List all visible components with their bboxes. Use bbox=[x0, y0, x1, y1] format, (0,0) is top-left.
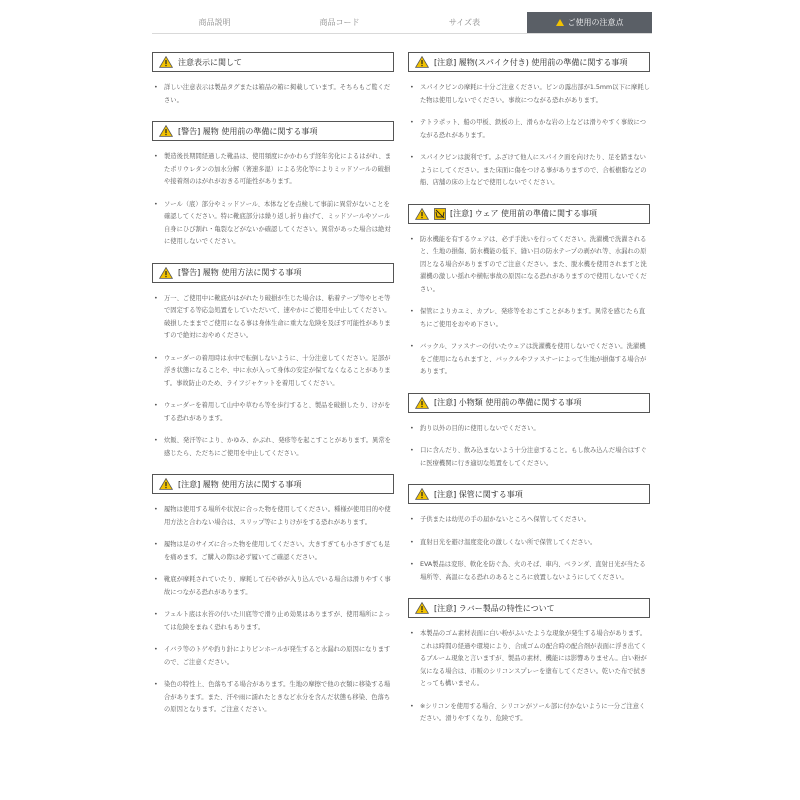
section-heading bbox=[152, 52, 394, 72]
section-title: [注意] ラバー製品の特性について bbox=[434, 603, 555, 613]
list-item: • スパイクピンの摩耗に十分ご注意ください。ピンの露出部が1.5mm以下に摩耗した物は使用しないでください。事故につながる恐れがあります。 bbox=[408, 82, 650, 107]
right-section bbox=[408, 52, 650, 190]
list-item: • 子供または幼児の手の届かないところへ保管してください。 bbox=[408, 514, 650, 527]
warning-icon bbox=[415, 602, 429, 614]
list-item: • 本製品のゴム素材表面に白い粉がふいたような現象が発生する場合があります。これは時間の経過や環境により、合成ゴムの配合時の配合剤が表面に浮き出てくるブルーム現象と言いますが、製品の素材、機能には影響ありません。白い粉が気になる場合は、市販のシリコンスプレーを塗布してください。乾いた布で拭きとっても構いません。 bbox=[408, 628, 650, 691]
list-item: • 染色の特性上、色落ちする場合があります。生地の摩擦で他の衣類に移染する場合があります。また、汗や雨に濡れたときなど水分を含んだ状態も移染、色落ちの原因となります。ご注意ください。 bbox=[152, 679, 394, 717]
list-item: • スパイクピンは鋭利です。ふざけて他人にスパイク面を向けたり、足を踏まないようにしてください。また床面に傷をつける事がありますので、合板樹脂などの船、店舗の床の上などで使用しないでください。 bbox=[408, 152, 650, 190]
list-item: • フェルト底は水苔の付いた川底等で滑り止め効果はありますが、使用場所によっては危険をまねく恐れもあります。 bbox=[152, 609, 394, 634]
list-item: • ウェーダーを着用して山中や草むら等を歩行すると、製品を破損したり、けがをする恐れがあります。 bbox=[152, 400, 394, 425]
notice-list bbox=[152, 504, 394, 717]
notice-list bbox=[408, 234, 650, 379]
section-title: [注意] ウェア 使用前の準備に関する事項 bbox=[450, 209, 598, 218]
left-column bbox=[152, 52, 394, 731]
notice-list bbox=[152, 151, 394, 249]
notice-list bbox=[408, 628, 650, 726]
list-item: • 万一、ご使用中に靴底がはがれたり破損が生じた場合は、粘着テープ等やヒモ等で固定する等応急処置をしていただいて、速やかにご使用を中止してください。破損したままでご使用になる事は身体生命に重大な危険を及ぼす可能性がありますので絶対におやめください。 bbox=[152, 293, 394, 343]
left-section bbox=[152, 474, 394, 717]
list-item: • イバラ等のトゲや釣り針によりピンホールが発生すると水漏れの原因になりますので、ご注意ください。 bbox=[152, 644, 394, 669]
warning-icon bbox=[159, 125, 173, 137]
tab-bar bbox=[152, 12, 652, 34]
list-item: • 保管によりカユミ、カブレ、発疹等をおこすことがあります。異常を感じたら直ちにご使用をおやめ下さい。 bbox=[408, 306, 650, 331]
left-section bbox=[152, 52, 394, 107]
list-item: • テトラポット、船の甲板、鉄板の上、滑らかな岩の上などは滑りやすく事故につながる恐れがあります。 bbox=[408, 117, 650, 142]
tab-product-description[interactable]: 商品説明 bbox=[198, 18, 231, 27]
list-item: • 詳しい注意表示は製品タグまたは箱品の箱に掲載しています。そちらもご覧ください。 bbox=[152, 82, 394, 107]
notice-list bbox=[408, 514, 650, 584]
tab-usage-notes-label: ご使用の注意点 bbox=[567, 18, 624, 27]
list-item: • ウェーダーの着用時は水中で転倒しないように、十分注意してください。足部が浮き状態になることや、中に水が入って身体の安定が保てなくなることがあります。事故防止のため、ライフジャケットを着用してください。 bbox=[152, 353, 394, 391]
tab-size-chart[interactable]: サイズ表 bbox=[448, 18, 481, 27]
warning-icon bbox=[415, 56, 429, 68]
list-item: • 釣り以外の目的に使用しないでください。 bbox=[408, 423, 650, 436]
list-item: • ソール（底）部分やミッドソール、本体などを点検して事前に異常がないことを確認してください。特に靴底部分は繰り返し折り曲げて、ミッドソールやソール自身にひび割れ・亀裂などがないか確認してください。異常があった場合は絶対に使用しないでください。 bbox=[152, 199, 394, 249]
warning-icon bbox=[159, 56, 173, 68]
right-section bbox=[408, 393, 650, 471]
section-heading bbox=[408, 52, 650, 72]
list-item: • 防水機能を有するウェアは、必ず手洗いを行ってください。洗濯機で洗濯されると、生地の損傷、防水機能の低下、縫い目の防水テープの剥がれ等、水漏れの原因となる場合がありますのでご注意ください。また、脱水機を使用されますと洗濯機の激しい揺れや横転事故の原因になる恐れがありますので使用しないでください。 bbox=[408, 234, 650, 297]
right-section bbox=[408, 598, 650, 726]
section-title: [警告] 履物 使用前の準備に関する事項 bbox=[178, 126, 318, 136]
list-item: • 炊飯、発汗等により、かゆみ、かぶれ、発疹等を起こすことがあります。異常を感じたら、ただちにご使用を中止してください。 bbox=[152, 435, 394, 460]
section-title: 注意表示に関して bbox=[178, 57, 242, 67]
section-heading bbox=[408, 598, 650, 618]
list-item: • 靴底が摩耗されていたり、摩耗して石や砂が入り込んでいる場合は滑りやすく事故につながる恐れがあります。 bbox=[152, 574, 394, 599]
left-section bbox=[152, 121, 394, 249]
section-title: [注意] 保管に関する事項 bbox=[434, 489, 523, 499]
list-item: • ※シリコンを使用する場合、シリコンがソール部に付かないように一分ご注意ください。滑りやすくなり、危険です。 bbox=[408, 701, 650, 726]
list-item: • 履物は足のサイズに合った物を使用してください。大きすぎても小さすぎても足を痛めます。ご購入の際は必ず履いてご確認ください。 bbox=[152, 539, 394, 564]
tab-usage-notes[interactable] bbox=[527, 12, 652, 33]
section-heading bbox=[152, 263, 394, 283]
left-section bbox=[152, 263, 394, 461]
notice-list bbox=[152, 82, 394, 107]
list-item: • 直射日光を避け温度変化の激しくない所で保管してください。 bbox=[408, 537, 650, 550]
notice-list bbox=[152, 293, 394, 461]
warning-icon bbox=[415, 488, 429, 500]
section-title: [注意] 履物 使用方法に関する事項 bbox=[178, 479, 302, 489]
warning-icon bbox=[556, 19, 564, 26]
tab-product-code[interactable]: 商品コード bbox=[319, 18, 360, 27]
section-heading bbox=[152, 121, 394, 141]
right-column bbox=[408, 52, 650, 740]
list-item: • 口に含んだり、飲み込まないよう十分注意すること。もし飲み込んだ場合はすぐに医療機関に行き適切な処置をしてください。 bbox=[408, 445, 650, 470]
no-washing-machine-icon bbox=[434, 208, 446, 220]
section-heading bbox=[408, 393, 650, 413]
section-heading bbox=[408, 484, 650, 504]
notice-list bbox=[408, 423, 650, 471]
list-item: • 製造後長期間経過した靴品は、使用頻度にかかわらず経年劣化によるはがれ、またポリウレタンの加水分解（著速多湿）による劣化等によりミッドソールの破損や接着剤のはがれがおきる可能性があります。 bbox=[152, 151, 394, 189]
section-title: [注意] 履物(スパイク付き) 使用前の準備に関する事項 bbox=[434, 57, 628, 67]
list-item: • EVA製品は変形、軟化を防ぐ為、火のそば、車内、ベランダ、直射日光が当たる場所等、高温になる恐れのあるところに放置しないようにしてください。 bbox=[408, 559, 650, 584]
list-item: • 履物は使用する場所や状況に合った物を使用してください。種様が使用目的や使用方法と合わない場合は、スリップ等によりけがをする恐れがあります。 bbox=[152, 504, 394, 529]
section-heading bbox=[408, 204, 650, 224]
list-item: • バックル、ファスナーの付いたウェアは洗濯機を使用しないでください。洗濯機をご使用になられますと、バックルやファスナーによって生地が損傷する場合があります。 bbox=[408, 341, 650, 379]
warning-icon bbox=[415, 397, 429, 409]
right-section bbox=[408, 204, 650, 379]
right-section bbox=[408, 484, 650, 584]
warning-icon bbox=[159, 478, 173, 490]
section-title: [注意] 小物類 使用前の準備に関する事項 bbox=[434, 398, 582, 407]
section-heading bbox=[152, 474, 394, 494]
warning-icon bbox=[415, 208, 429, 220]
notice-list bbox=[408, 82, 650, 190]
warning-icon bbox=[159, 267, 173, 279]
section-title: [警告] 履物 使用方法に関する事項 bbox=[178, 268, 302, 277]
